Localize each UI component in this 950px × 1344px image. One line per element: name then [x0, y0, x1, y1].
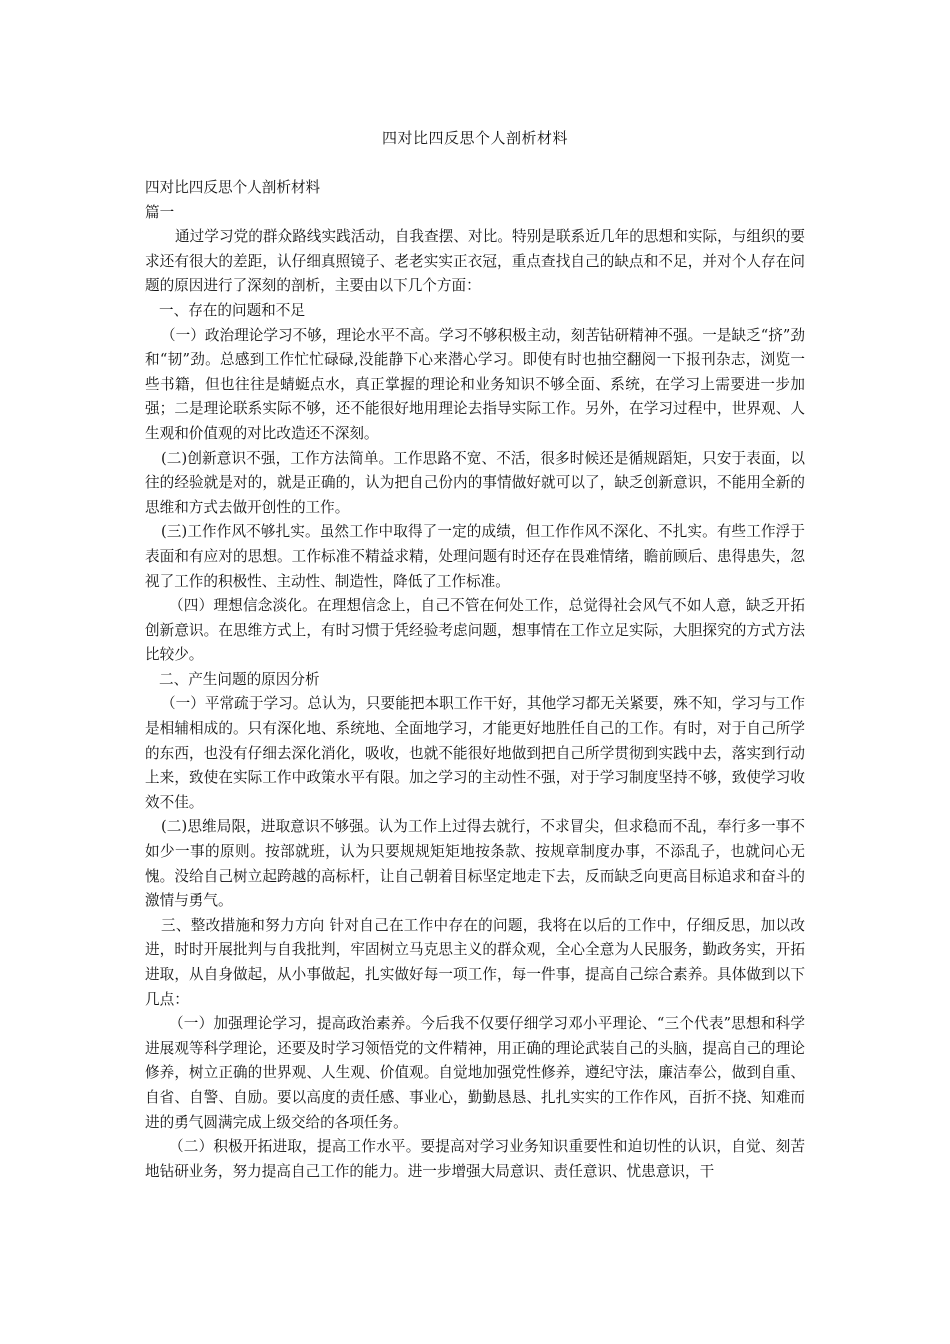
- intro-paragraph: 通过学习党的群众路线实践活动，自我查摆、对比。特别是联系近几年的思想和实际，与组织的要求还有很大的差距，认仔细真照镜子、老老实实正衣冠，重点查找自己的缺点和不足，并对个人存在问题的原因进行了深刻的剖析，主要由以下几个方面：: [145, 228, 805, 295]
- paragraph-measure-1: （一）加强理论学习，提高政治素养。今后我不仅要仔细学习邓小平理论、“三个代表”思想和科学进展观等科学理论，还要及时学习领悟党的文件精神，用正确的理论武装自己的头脑，提高自己的理论修养，树立正确的世界观、人生观、价值观。自觉地加强党性修养，遵纪守法，廉洁奉公，做到自重、自省、自警、自励。要以高度的责任感、事业心，勤勤恳恳、扎扎实实的工作作风，百折不挠、知难而进的勇气圆满完成上级交给的各项任务。: [145, 1015, 805, 1131]
- paragraph-problem-4: （四）理想信念淡化。在理想信念上，自己不管在何处工作，总觉得社会风气不如人意，缺乏开拓创新意识。在思维方式上，有时习惯于凭经验考虑问题，想事情在工作立足实际，大胆探究的方式方法比较少。: [145, 597, 805, 664]
- document-body: [145, 176, 805, 1184]
- paragraph-cause-1: （一）平常疏于学习。总认为，只要能把本职工作干好，其他学习都无关紧要，殊不知，学习与工作是相辅相成的。只有深化地、系统地、全面地学习，才能更好地胜任自己的工作。有时，对于自己所学的东西，也没有仔细去深化消化，吸收，也就不能很好地做到把自己所学贯彻到实践中去，落实到行动上来，致使在实际工作中政策水平有限。加之学习的主动性不强，对于学习制度坚持不够，致使学习收效不佳。: [145, 695, 805, 811]
- section-paragraph-measures: 三、整改措施和努力方向 针对自己在工作中存在的问题，我将在以后的工作中，仔细反思，加以改进，时时开展批判与自我批判，牢固树立马克思主义的群众观，全心全意为人民服务，勤政务实，开拓进取，从自身做起，从小事做起，扎实做好每一项工作，每一件事，提高自己综合素养。具体做到以下几点：: [145, 916, 805, 1008]
- section-heading-causes: 二、产生问题的原因分析: [159, 670, 320, 688]
- paragraph-measure-2: （二）积极开拓进取，提高工作水平。要提高对学习业务知识重要性和迫切性的认识，自觉、刻苦地钻研业务，努力提高自己工作的能力。进一步增强大局意识、责任意识、忧患意识，干: [145, 1138, 805, 1180]
- part-label: 篇一: [145, 203, 175, 221]
- document-subtitle: 四对比四反思个人剖析材料: [145, 179, 321, 196]
- section-heading-problems: 一、存在的问题和不足: [159, 301, 305, 319]
- paragraph-problem-1: （一）政治理论学习不够，理论水平不高。学习不够积极主动，刻苦钻研精神不强。一是缺乏“挤”劲和“韧”劲。总感到工作忙忙碌碌,没能静下心来潜心学习。即使有时也抽空翻阅一下报刊杂志，浏览一些书籍，但也往往是蜻蜓点水，真正掌握的理论和业务知识不够全面、系统，在学习上需要进一步加强；二是理论联系实际不够，还不能很好地用理论去指导实际工作。另外，在学习过程中，世界观、人生观和价值观的对比改造还不深刻。: [145, 326, 805, 442]
- paragraph-problem-3: (三)工作作风不够扎实。虽然工作中取得了一定的成绩，但工作作风不深化、不扎实。有些工作浮于表面和有应对的思想。工作标准不精益求精，处理问题有时还存在畏难情绪，瞻前顾后、患得患失，忽视了工作的积极性、主动性、制造性，降低了工作标准。: [145, 523, 805, 590]
- paragraph-problem-2: (二)创新意识不强，工作方法简单。工作思路不宽、不活，很多时候还是循规蹈矩，只安于表面，以往的经验就是对的，就是正确的，认为把自己份内的事情做好就可以了，缺乏创新意识，不能用全新的思维和方式去做开创性的工作。: [145, 449, 805, 516]
- document-title: 四对比四反思个人剖析材料: [381, 129, 568, 147]
- paragraph-cause-2: (二)思维局限，进取意识不够强。认为工作上过得去就行，不求冒尖，但求稳而不乱，奉行多一事不如少一事的原则。按部就班，认为只要规规矩矩地按条款、按规章制度办事，不添乱子，也就问心无愧。没给自己树立起跨越的高标杆，让自己朝着目标坚定地走下去，反而缺乏向更高目标追求和奋斗的激情与勇气。: [145, 818, 805, 910]
